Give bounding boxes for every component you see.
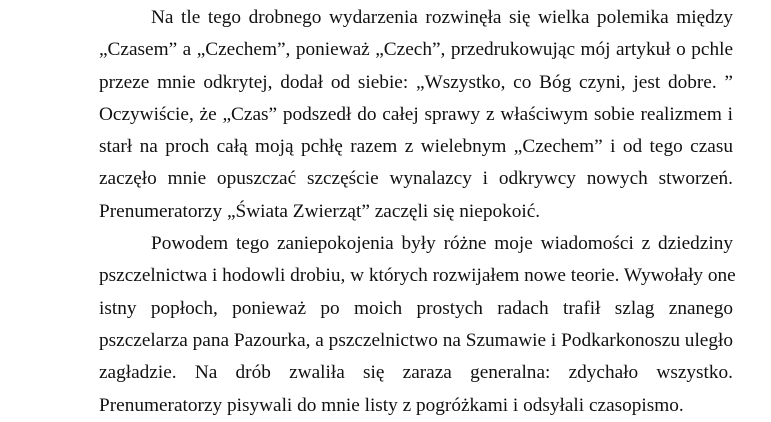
text-line: „Czasem” a „Czechem”, ponieważ „Czech”, przedrukowując mój artykuł o pchle xyxy=(99,39,733,61)
paragraph-2 xyxy=(47,228,736,422)
text-line: pszczelarza pana Pazourka, a pszczelnictwo na Szumawie i Podkarkonoszu uległo xyxy=(99,329,733,351)
text-line: istny popłoch, ponieważ po moich prostych radach trafił szlag znanego xyxy=(99,297,733,319)
paragraph-1 xyxy=(47,2,733,228)
text-line: Na tle tego drobnego wydarzenia rozwinęła się wielka polemika między xyxy=(151,7,733,28)
text-line: Oczywiście, że „Czas” podszedł do całej sprawy z właściwym sobie realizmem i xyxy=(99,103,733,125)
text-line: zagładzie. Na drób zwaliła się zaraza generalna: zdychało wszystko. xyxy=(99,362,733,384)
text-line: Prenumeratorzy „Świata Zwierząt” zaczęli się niepokoić. xyxy=(99,200,541,222)
text-line: Prenumeratorzy pisywali do mnie listy z pogróżkami i odsyłali czasopismo. xyxy=(99,394,684,416)
text-line: pszczelnictwa i hodowli drobiu, w których rozwijałem nowe teorie. Wywołały one xyxy=(99,265,736,287)
text-line: zaczęło mnie opuszczać szczęście wynalazcy i odkrywcy nowych stworzeń. xyxy=(99,168,733,190)
text-line: starł na proch całą moją pchłę razem z wielebnym „Czechem” i od tego czasu xyxy=(99,136,733,158)
text-line: Powodem tego zaniepokojenia były różne moje wiadomości z dziedziny xyxy=(151,233,733,255)
text-line: przeze mnie odkrytej, dodał od siebie: „Wszystko, co Bóg czyni, jest dobre. ” xyxy=(99,71,733,93)
